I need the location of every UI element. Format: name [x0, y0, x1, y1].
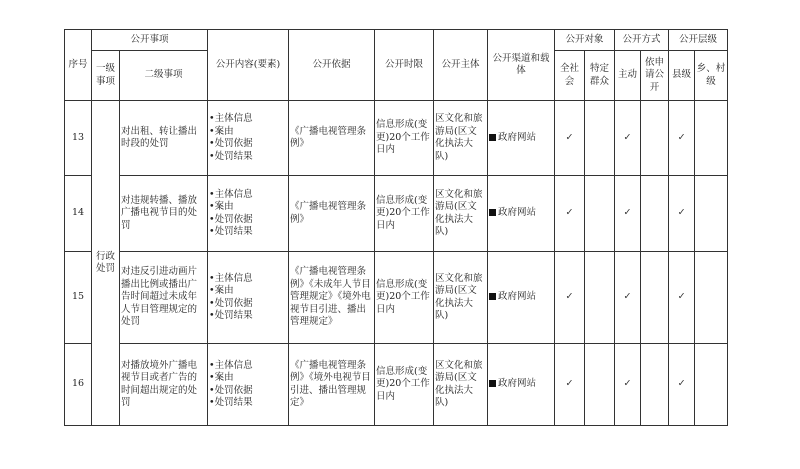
empty-target-specific [585, 344, 615, 426]
content-element: •处罚结果 [209, 150, 253, 162]
check-target-all: ✓ [555, 344, 585, 426]
header-subject: 公开主体 [434, 30, 488, 101]
table-row [65, 176, 728, 252]
content-element: •处罚依据 [209, 384, 253, 396]
empty-method-request [641, 252, 669, 344]
content-element: •主体信息 [209, 188, 253, 200]
row-number: 15 [65, 252, 92, 344]
time-cell: 信息形成(变更)20个工作日内 [375, 101, 434, 176]
check-target-all: ✓ [555, 252, 585, 344]
empty-method-request [641, 176, 669, 252]
square-bullet-icon [489, 293, 496, 300]
content-element: •处罚依据 [209, 138, 253, 149]
subject-cell: 区文化和旅游局(区文化执法大队) [434, 176, 488, 252]
check-method-active: ✓ [615, 252, 641, 344]
channel-cell [488, 176, 555, 252]
item-cell: 对违规转播、播放广播电视节目的处罚 [120, 176, 208, 252]
header-time: 公开时限 [375, 30, 434, 101]
channel-label: 政府网站 [498, 378, 537, 390]
table-row [65, 101, 728, 176]
header-target-specific: 特定群众 [585, 51, 615, 101]
header-tier-town: 乡、村级 [695, 51, 728, 101]
content-element: •处罚结果 [209, 310, 253, 321]
square-bullet-icon [489, 380, 496, 387]
header-method-active: 主动 [615, 51, 641, 101]
row-number: 16 [65, 344, 92, 426]
header-target: 公开对象 [555, 30, 615, 51]
empty-tier-town [695, 252, 728, 344]
header-method-request: 依申请公开 [641, 51, 669, 101]
header-method: 公开方式 [615, 30, 669, 51]
content-element: •处罚依据 [209, 297, 253, 309]
check-tier-county: ✓ [669, 101, 695, 176]
basis-cell: 《广播电视管理条例》《未成年人节目管理规定》《境外电视节目引进、播出管理规定》 [289, 252, 375, 344]
square-bullet-icon [489, 134, 496, 141]
empty-tier-town [695, 101, 728, 176]
basis-cell: 《广播电视管理条例》《境外电视节目引进、播出管理规定》 [289, 344, 375, 426]
header-level2: 二级事项 [120, 51, 208, 101]
content-element: •主体信息 [209, 359, 253, 371]
check-target-all: ✓ [555, 101, 585, 176]
check-method-active: ✓ [615, 101, 641, 176]
header-level1: 一级事项 [92, 51, 120, 101]
header-channel: 公开渠道和载体 [488, 30, 555, 101]
row-number: 13 [65, 101, 92, 176]
check-method-active: ✓ [615, 176, 641, 252]
channel-label: 政府网站 [498, 131, 537, 143]
content-cell [208, 344, 289, 426]
item-cell: 对违反引进动画片播出比例或播出广告时间超过未成年人节目管理规定的处罚 [120, 252, 208, 344]
header-tier-county: 县级 [669, 51, 695, 101]
row-number: 14 [65, 176, 92, 252]
channel-cell [488, 252, 555, 344]
channel-cell [488, 101, 555, 176]
content-element: •案由 [209, 201, 234, 212]
level1-cell: 行政处罚 [92, 101, 120, 426]
content-cell [208, 101, 289, 176]
header-content: 公开内容(要素) [208, 30, 289, 101]
content-cell [208, 176, 289, 252]
basis-cell: 《广播电视管理条例》 [289, 176, 375, 252]
empty-tier-town [695, 176, 728, 252]
check-tier-county: ✓ [669, 176, 695, 252]
check-tier-county: ✓ [669, 344, 695, 426]
header-seq: 序号 [65, 30, 92, 101]
check-method-active: ✓ [615, 344, 641, 426]
content-element: •案由 [209, 125, 234, 137]
check-target-all: ✓ [555, 176, 585, 252]
content-cell [208, 252, 289, 344]
square-bullet-icon [489, 209, 496, 216]
time-cell: 信息形成(变更)20个工作日内 [375, 176, 434, 252]
content-element: •处罚依据 [209, 213, 253, 225]
header-item: 公开事项 [92, 30, 208, 51]
check-tier-county: ✓ [669, 252, 695, 344]
time-cell: 信息形成(变更)20个工作日内 [375, 252, 434, 344]
item-cell: 对出租、转让播出时段的处罚 [120, 101, 208, 176]
table-row [65, 344, 728, 426]
empty-method-request [641, 101, 669, 176]
header-basis: 公开依据 [289, 30, 375, 101]
channel-label: 政府网站 [498, 291, 537, 303]
empty-method-request [641, 344, 669, 426]
content-element: •主体信息 [209, 272, 253, 284]
content-element: •处罚结果 [209, 397, 253, 408]
empty-tier-town [695, 344, 728, 426]
content-element: •案由 [209, 285, 234, 296]
empty-target-specific [585, 101, 615, 176]
channel-cell [488, 344, 555, 426]
content-element: •主体信息 [209, 113, 253, 124]
header-target-all: 全社会 [555, 51, 585, 101]
content-element: •处罚结果 [209, 226, 253, 237]
content-element: •案由 [209, 372, 234, 383]
channel-label: 政府网站 [498, 207, 537, 219]
subject-cell: 区文化和旅游局(区文化执法大队) [434, 344, 488, 426]
disclosure-table [64, 29, 728, 426]
empty-target-specific [585, 252, 615, 344]
header-tier: 公开层级 [669, 30, 728, 51]
subject-cell: 区文化和旅游局(区文化执法大队) [434, 252, 488, 344]
subject-cell: 区文化和旅游局(区文化执法大队) [434, 101, 488, 176]
item-cell: 对播放境外广播电视节目或者广告的时间超出规定的处罚 [120, 344, 208, 426]
basis-cell: 《广播电视管理条例》 [289, 101, 375, 176]
empty-target-specific [585, 176, 615, 252]
table-row [65, 252, 728, 344]
time-cell: 信息形成(变更)20个工作日内 [375, 344, 434, 426]
